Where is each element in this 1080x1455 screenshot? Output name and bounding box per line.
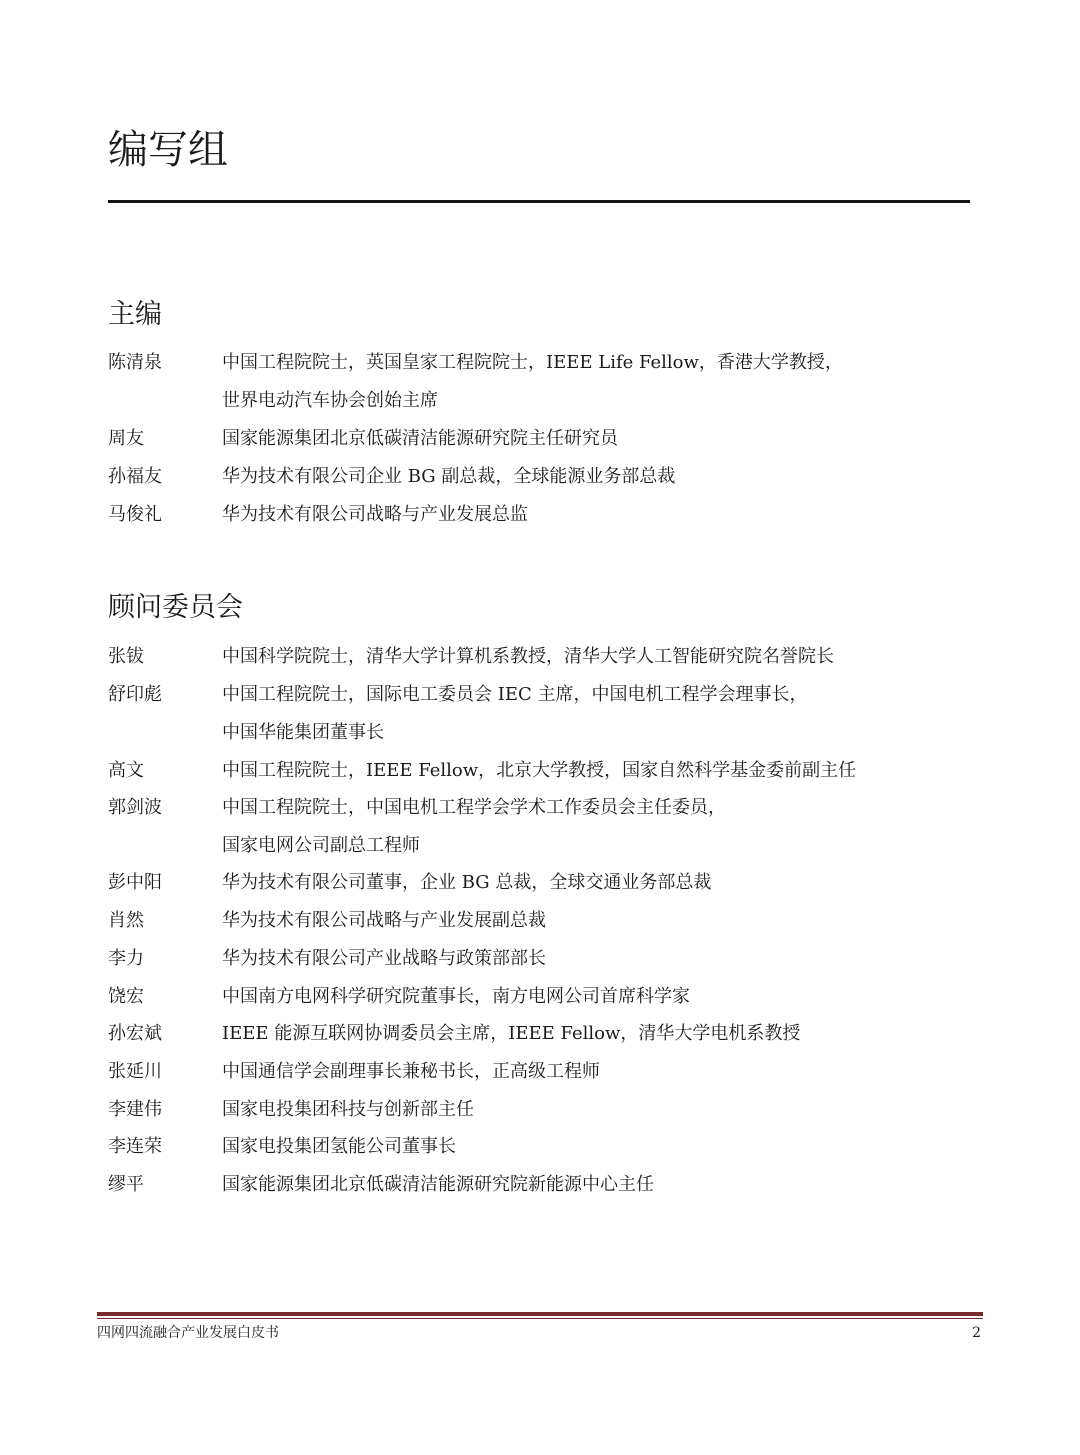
member-name: 孙福友 [108, 466, 162, 487]
member-name: 张延川 [108, 1061, 162, 1082]
description-line: 国家能源集团北京低碳清洁能源研究院新能源中心主任 [222, 1174, 654, 1195]
description-line: IEEE 能源互联网协调委员会主席，IEEE Fellow，清华大学电机系教授 [222, 1023, 801, 1044]
description-line: 华为技术有限公司战略与产业发展总监 [222, 504, 528, 525]
member-name: 郭剑波 [108, 797, 162, 818]
member-name: 张钹 [108, 646, 144, 667]
footer-divider-thick [97, 1312, 983, 1316]
footer-document-title: 四网四流融合产业发展白皮书 [97, 1325, 279, 1341]
member-description [222, 864, 982, 902]
member-name: 李建伟 [108, 1099, 162, 1120]
description-line: 中国工程院院士，IEEE Fellow，北京大学教授，国家自然科学基金委前副主任 [222, 760, 857, 781]
section-heading-editors: 主编 [108, 299, 162, 330]
member-name: 饶宏 [108, 986, 144, 1007]
member-name: 李连荣 [108, 1136, 162, 1157]
member-description [222, 1166, 982, 1204]
member-name: 孙宏斌 [108, 1023, 162, 1044]
description-line: 国家电投集团氢能公司董事长 [222, 1136, 456, 1157]
member-description [222, 1015, 982, 1053]
member-name: 马俊礼 [108, 504, 162, 525]
member-description [222, 496, 982, 534]
description-line: 中国通信学会副理事长兼秘书长，正高级工程师 [222, 1061, 600, 1082]
description-line: 世界电动汽车协会创始主席 [222, 390, 438, 411]
description-line: 中国南方电网科学研究院董事长，南方电网公司首席科学家 [222, 986, 690, 1007]
description-line: 中国工程院院士，英国皇家工程院院士，IEEE Life Fellow，香港大学教授， [222, 352, 843, 373]
description-line: 华为技术有限公司董事，企业 BG 总裁，全球交通业务部总裁 [222, 872, 712, 893]
description-line: 华为技术有限公司战略与产业发展副总裁 [222, 910, 546, 931]
member-description [222, 789, 982, 865]
footer-divider-thin [97, 1318, 983, 1319]
description-line: 中国华能集团董事长 [222, 722, 384, 743]
member-description [222, 638, 982, 676]
member-description [222, 978, 982, 1016]
section-heading-advisors: 顾问委员会 [108, 592, 243, 623]
member-description [222, 940, 982, 978]
member-name: 舒印彪 [108, 684, 162, 705]
description-line: 华为技术有限公司企业 BG 副总裁，全球能源业务部总裁 [222, 466, 676, 487]
member-description [222, 902, 982, 940]
member-name: 李力 [108, 948, 144, 969]
member-description [222, 1091, 982, 1129]
member-description [222, 420, 982, 458]
member-description [222, 1053, 982, 1091]
page-title: 编写组 [108, 127, 228, 173]
member-name: 高文 [108, 760, 144, 781]
description-line: 华为技术有限公司产业战略与政策部部长 [222, 948, 546, 969]
member-description [222, 1128, 982, 1166]
title-divider [108, 200, 970, 203]
description-line: 国家电网公司副总工程师 [222, 835, 420, 856]
member-name: 彭中阳 [108, 872, 162, 893]
member-name: 陈清泉 [108, 352, 162, 373]
member-name: 周友 [108, 428, 144, 449]
description-line: 国家能源集团北京低碳清洁能源研究院主任研究员 [222, 428, 618, 449]
member-name: 肖然 [108, 910, 144, 931]
member-name: 缪平 [108, 1174, 144, 1195]
member-description [222, 752, 982, 790]
description-line: 国家电投集团科技与创新部主任 [222, 1099, 474, 1120]
member-description [222, 458, 982, 496]
member-description [222, 676, 982, 752]
description-line: 中国科学院院士，清华大学计算机系教授，清华大学人工智能研究院名誉院长 [222, 646, 834, 667]
member-description [222, 344, 982, 420]
description-line: 中国工程院院士，中国电机工程学会学术工作委员会主任委员， [222, 797, 726, 818]
description-line: 中国工程院院士，国际电工委员会 IEC 主席，中国电机工程学会理事长， [222, 684, 808, 705]
footer-page-number: 2 [972, 1325, 981, 1341]
